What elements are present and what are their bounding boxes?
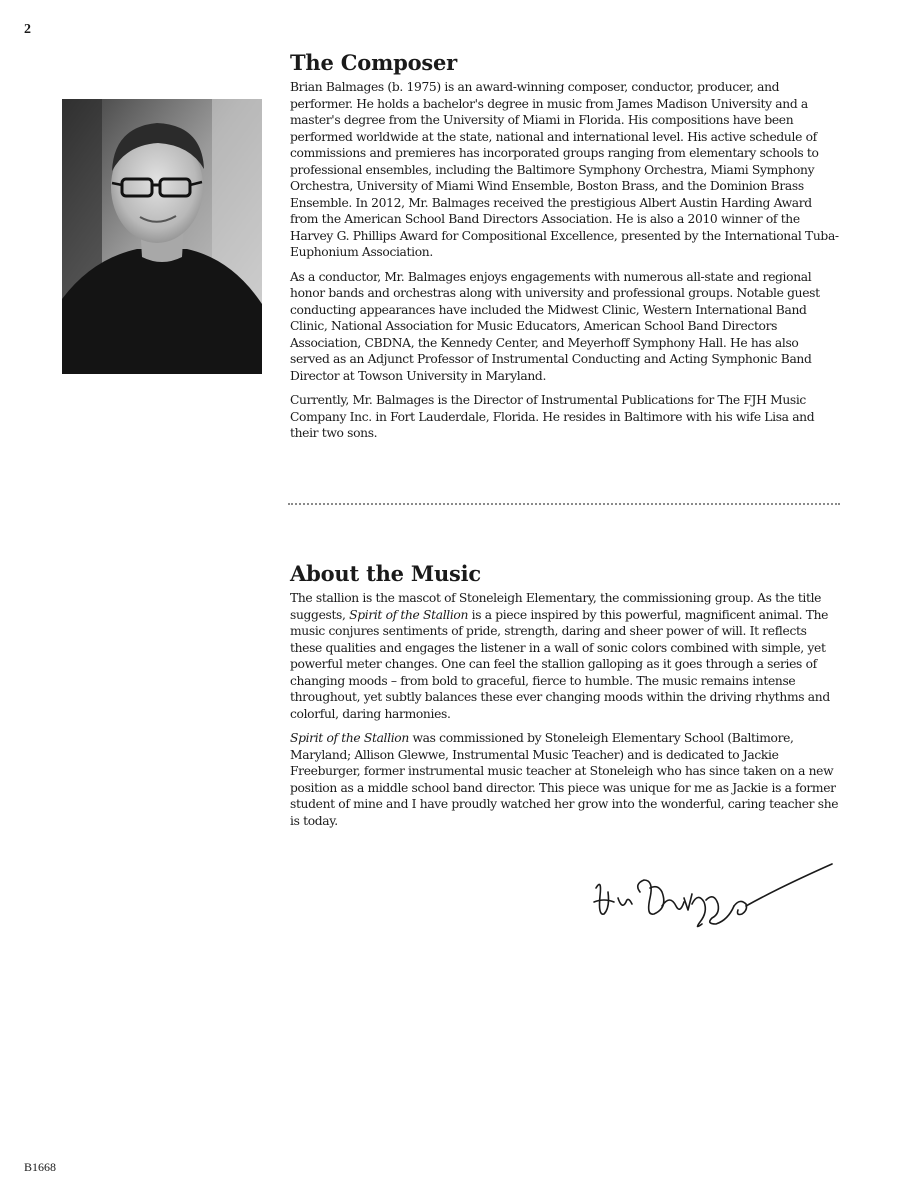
music-section [290,561,840,837]
composer-heading: The Composer [290,50,458,75]
composer-section [290,50,840,450]
music-p1-body: is a piece inspired by this powerful, magnificent animal. The music conjures sentiments of pride, strength, daring and sheer power of will. It reflects these qualities and engages the listener in a wall of sonic colors combined with simple, yet powerful meter changes. One can feel the stallion galloping as it goes through a series of changing moods – from bold to graceful, fierce to humble. The music remains intense throughout, yet subtly balances these ever changing moods within the driving rhythms and colorful, daring harmonies. [290,607,830,721]
music-p1-intro: The stallion is the mascot of Stoneleigh Elementary, the commissioning group. As the title suggests, [290,591,822,622]
composer-paragraph-1: Brian Balmages (b. 1975) is an award-winning composer, conductor, producer, and performer. He holds a bachelor's degree in music from James Madison University and a master's degree from the University of Miami in Florida. His compositions have been performed worldwide at the state, national and international level. His active schedule of commissions and premieres has incorporated groups ranging from elementary schools to professional ensembles, including the Baltimore Symphony Orchestra, Miami Symphony Orchestra, University of Miami Wind Ensemble, Boston Brass, and the Dominion Brass Ensemble. In 2012, Mr. Balmages received the prestigious Albert Austin Harding Award from the American School Band Directors Association. He is also a 2010 winner of the Harvey G. Phillips Award for Compositional Excellence, presented by the International Tuba-Euphonium Association. [290,80,839,259]
composer-photo [62,99,262,374]
composer-signature [588,858,836,936]
music-paragraph-2 [290,730,840,829]
section-divider [288,503,840,505]
footer-catalog-code: B1668 [24,1160,57,1174]
music-paragraph-1 [290,590,840,722]
composer-paragraph-2: As a conductor, Mr. Balmages enjoys engagements with numerous all-state and regional honor bands and orchestras along with university and professional groups. Notable guest conducting appearances have included the Midwest Clinic, Western International Band Clinic, National Association for Music Educators, American School Band Directors Association, CBDNA, the Kennedy Center, and Meyerhoff Symphony Hall. He has also served as an Adjunct Professor of Instrumental Conducting and Acting Symphonic Band Director at Towson University in Maryland. [290,269,820,383]
music-p2-body: was commissioned by Stoneleigh Elementary School (Baltimore, Maryland; Allison Glewwe, Instrumental Music Teacher) and is dedicated to Jackie Freeburger, former instrumental music teacher at Stoneleigh who has since taken on a new position as a middle school band director. This piece was unique for me as Jackie is a former student of mine and I have proudly watched her grow into the wonderful, caring teacher she is today. [290,731,839,828]
music-heading: About the Music [290,561,482,586]
piece-title: Spirit of the Stallion [290,731,409,745]
page-number: 2 [24,22,31,37]
piece-title: Spirit of the Stallion [349,607,469,622]
composer-paragraph-3: Currently, Mr. Balmages is the Director of Instrumental Publications for The FJH Music Company Inc. in Fort Lauderdale, Florida. He resides in Baltimore with his wife Lisa and their two sons. [290,393,815,440]
